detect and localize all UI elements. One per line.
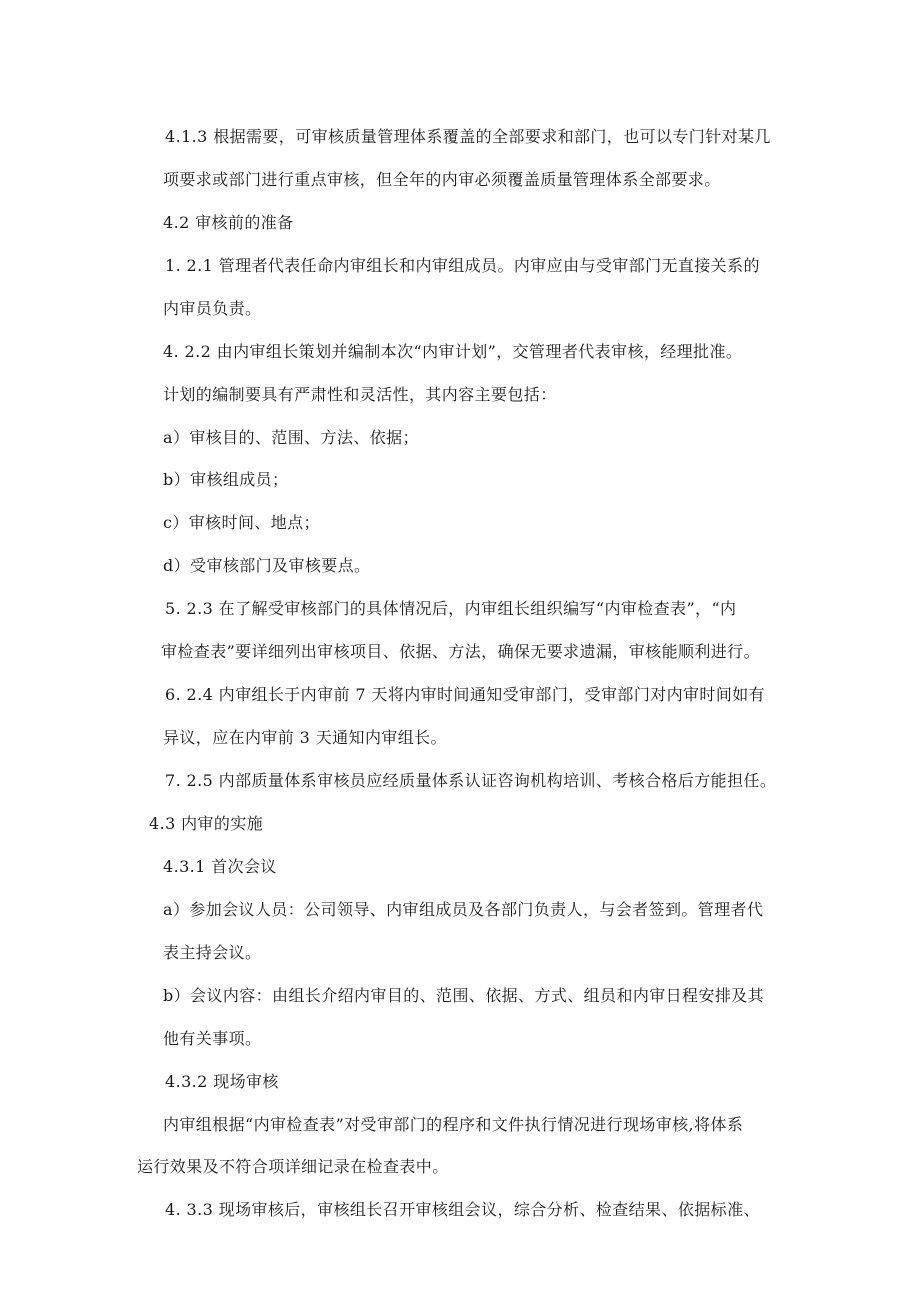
section-heading: 4.2 审核前的准备 [163, 213, 294, 232]
text-line: 审检查表”要详细列出审核项目、依据、方法，确保无要求遗漏，审核能顺利进行。 [161, 642, 760, 661]
list-item: b）审核组成员； [163, 470, 289, 489]
list-item: c）审核时间、地点； [163, 513, 320, 532]
list-item: d）受审核部门及审核要点。 [163, 556, 371, 575]
text-line: 内审员负责。 [163, 299, 262, 318]
text-line: 5. 2.3 在了解受审核部门的具体情况后，内审组长组织编写“内审检查表”，“内 [165, 599, 737, 618]
list-item: a）审核目的、范围、方法、依据； [163, 428, 419, 447]
text-line: 内审组根据“内审检查表”对受审部门的程序和文件执行情况进行现场审核,将体系 [163, 1115, 744, 1134]
subsection-heading: 4.3.1 首次会议 [163, 857, 277, 876]
text-line: 4. 2.2 由内审组长策划并编制本次“内审计划”，交管理者代表审核，经理批准。 [163, 342, 743, 361]
text-line: 他有关事项。 [163, 1029, 262, 1048]
text-line: 7. 2.5 内部质量体系审核员应经质量体系认证咨询机构培训、考核合格后方能担任。 [165, 771, 777, 790]
list-item: a）参加会议人员：公司领导、内审组成员及各部门负责人，与会者签到。管理者代 [163, 900, 764, 919]
section-heading: 4.3 内审的实施 [149, 814, 264, 833]
text-line: 表主持会议。 [163, 943, 262, 962]
text-line: 计划的编制要具有严肃性和灵活性，其内容主要包括： [163, 385, 557, 404]
text-line: 异议，应在内审前 3 天通知内审组长。 [163, 728, 447, 747]
text-line: 4. 3.3 现场审核后，审核组长召开审核组会议，综合分析、检查结果、依据标准、 [165, 1200, 760, 1219]
text-line: 项要求或部门进行重点审核，但全年的内审必须覆盖质量管理体系全部要求。 [163, 170, 721, 189]
text-line: 运行效果及不符合项详细记录在检查表中。 [137, 1157, 449, 1176]
text-line: 6. 2.4 内审组长于内审前 7 天将内审时间通知受审部门，受审部门对内审时间如有 [165, 685, 766, 704]
subsection-heading: 4.3.2 现场审核 [165, 1072, 279, 1091]
text-line: 1. 2.1 管理者代表任命内审组长和内审组成员。内审应由与受审部门无直接关系的 [165, 256, 760, 275]
text-line: 4.1.3 根据需要，可审核质量管理体系覆盖的全部要求和部门，也可以专门针对某几 [165, 127, 771, 146]
list-item: b）会议内容：由组长介绍内审目的、范围、依据、方式、组员和内审日程安排及其 [163, 986, 765, 1005]
